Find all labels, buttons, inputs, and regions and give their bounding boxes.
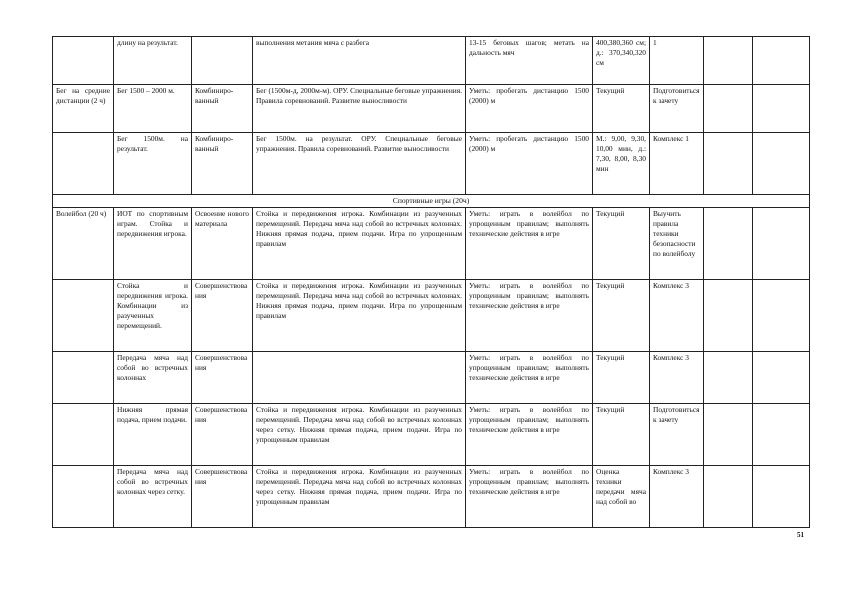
- cell-content: Стойка и передвижения игрока. Комбинации из разученных перемещений. Передача мяча над собой во встречных колоннах через сетку. Нижняя прямая подача, прием подачи. Игра по упрощенным правилам: [253, 404, 466, 466]
- cell-content: Бег (1500м-д, 2000м-м). ОРУ. Специальные беговые упражнения. Правила соревнований. Развитие выносливости: [253, 85, 466, 133]
- cell-date-fact: [753, 37, 810, 85]
- table-row: [53, 208, 810, 280]
- cell-lesson: Передача мяча над собой во встречных колоннах через сетку.: [114, 466, 192, 528]
- cell-requirements: Уметь: играть в волейбол по упрощенным правилам; выполнять технические действия в игре: [466, 280, 593, 352]
- cell-date-plan: [704, 37, 753, 85]
- lesson-plan-table: [52, 36, 809, 528]
- cell-homework: Подготовиться к зачету: [650, 404, 704, 466]
- cell-topic: [53, 133, 114, 195]
- table-row: [53, 404, 810, 466]
- cell-topic: Волейбол (20 ч): [53, 208, 114, 280]
- cell-date-fact: [753, 404, 810, 466]
- cell-date-plan: [704, 404, 753, 466]
- cell-topic: [53, 280, 114, 352]
- cell-date-plan: [704, 133, 753, 195]
- cell-lesson: Бег 1500м. на результат.: [114, 133, 192, 195]
- table-row: [53, 133, 810, 195]
- cell-date-fact: [753, 85, 810, 133]
- cell-homework: Комплекс 3: [650, 352, 704, 404]
- cell-control: Текущий: [593, 208, 650, 280]
- cell-date-plan: [704, 352, 753, 404]
- cell-topic: Бег на средние дистанции (2 ч): [53, 85, 114, 133]
- cell-content: Стойка и передвижения игрока. Комбинации из разученных перемещений. Передача мяча над собой во встречных колоннах. Нижняя прямая подача, прием подачи. Игра по упрощенным правилам: [253, 280, 466, 352]
- cell-type: [192, 37, 253, 85]
- cell-type: Совершенствования: [192, 466, 253, 528]
- cell-homework: 1: [650, 37, 704, 85]
- cell-control: Текущий: [593, 404, 650, 466]
- cell-control: 400,380,360 см; д.: 370,340,320 см: [593, 37, 650, 85]
- cell-date-plan: [704, 208, 753, 280]
- cell-homework: Выучить правила техники безопасности по волейболу: [650, 208, 704, 280]
- cell-lesson: Бег 1500 – 2000 м.: [114, 85, 192, 133]
- cell-date-plan: [704, 280, 753, 352]
- cell-content: Стойка и передвижения игрока. Комбинации из разученных перемещений. Передача мяча над собой во встречных колоннах. Нижняя прямая подача, прием подачи. Игра по упрощенным правилам: [253, 208, 466, 280]
- page-number: 51: [797, 531, 804, 539]
- cell-date-plan: [704, 85, 753, 133]
- table-row: [53, 352, 810, 404]
- cell-requirements: Уметь: играть в волейбол по упрощенным правилам; выполнять технические действия в игре: [466, 466, 593, 528]
- cell-lesson: Передача мяча над собой во встречных колоннах: [114, 352, 192, 404]
- cell-homework: Комплекс 3: [650, 466, 704, 528]
- cell-content: [253, 352, 466, 404]
- section-row: [53, 195, 810, 208]
- table-row: [53, 37, 810, 85]
- cell-type: Совершенствования: [192, 352, 253, 404]
- cell-type: Комбиниро-ванный: [192, 133, 253, 195]
- cell-requirements: Уметь: играть в волейбол по упрощенным правилам; выполнять технические действия в игре: [466, 352, 593, 404]
- cell-requirements: Уметь: играть в волейбол по упрощенным правилам; выполнять технические действия в игре: [466, 208, 593, 280]
- cell-date-fact: [753, 352, 810, 404]
- cell-control: Текущий: [593, 352, 650, 404]
- cell-lesson: Нижняя прямая подача, прием подачи.: [114, 404, 192, 466]
- cell-topic: [53, 352, 114, 404]
- cell-date-plan: [704, 466, 753, 528]
- cell-requirements: Уметь: играть в волейбол по упрощенным правилам; выполнять технические действия в игре: [466, 404, 593, 466]
- table-row: [53, 280, 810, 352]
- cell-requirements: 13-15 беговых шагов; метать на дальность мяч: [466, 37, 593, 85]
- cell-control: Оценка техники передачи мяча над собой во: [593, 466, 650, 528]
- cell-topic: [53, 404, 114, 466]
- cell-type: Совершенствования: [192, 280, 253, 352]
- cell-homework: Комплекс 1: [650, 133, 704, 195]
- cell-date-fact: [753, 466, 810, 528]
- cell-lesson: Стойка и передвижения игрока. Комбинации из разученных перемещений.: [114, 280, 192, 352]
- cell-content: выполнения метания мяча с разбега: [253, 37, 466, 85]
- cell-type: Совершенствования: [192, 404, 253, 466]
- section-title: Спортивные игры (20ч): [53, 195, 810, 208]
- cell-homework: Комплекс 3: [650, 280, 704, 352]
- cell-lesson: ИОТ по спортивным играм. Стойка и передвижения игрока.: [114, 208, 192, 280]
- cell-date-fact: [753, 208, 810, 280]
- cell-date-fact: [753, 280, 810, 352]
- cell-lesson: длину на результат.: [114, 37, 192, 85]
- cell-control: Текущий: [593, 85, 650, 133]
- cell-date-fact: [753, 133, 810, 195]
- cell-homework: Подготовиться к зачету: [650, 85, 704, 133]
- cell-type: Освоение нового материала: [192, 208, 253, 280]
- cell-requirements: Уметь: пробегать дистанцию 1500 (2000) м: [466, 85, 593, 133]
- cell-control: Текущий: [593, 280, 650, 352]
- cell-content: Бег 1500м. на результат. ОРУ. Специальные беговые упражнения. Правила соревнований. Развитие выносливости: [253, 133, 466, 195]
- cell-topic: [53, 466, 114, 528]
- cell-requirements: Уметь: пробегать дистанцию 1500 (2000) м: [466, 133, 593, 195]
- table-row: [53, 85, 810, 133]
- cell-type: Комбиниро-ванный: [192, 85, 253, 133]
- cell-content: Стойка и передвижения игрока. Комбинации из разученных перемещений. Передача мяча над собой во встречных колоннах через сетку. Нижняя прямая подача, прием подачи. Игра по упрощенным правилам: [253, 466, 466, 528]
- cell-control: М.: 9,00, 9,30, 10,00 мин, д.: 7,30, 8,00, 8,30 мин: [593, 133, 650, 195]
- table-row: [53, 466, 810, 528]
- cell-topic: [53, 37, 114, 85]
